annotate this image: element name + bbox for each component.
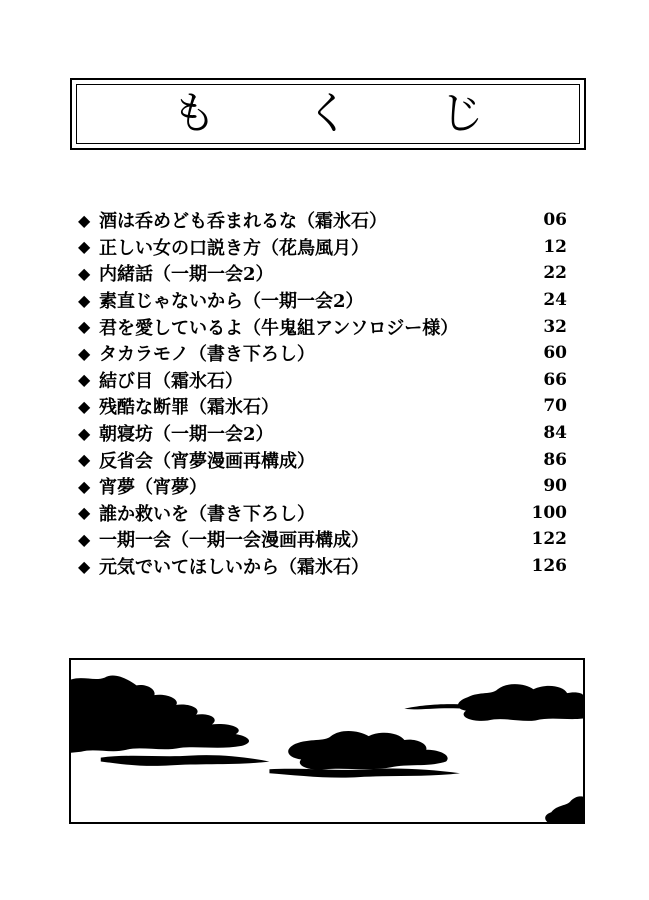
cloud-left (71, 675, 249, 752)
toc-entry-page: 122 (531, 529, 567, 550)
diamond-bullet-icon: ◆ (78, 317, 91, 337)
diamond-bullet-icon: ◆ (78, 423, 91, 443)
diamond-bullet-icon: ◆ (78, 370, 91, 390)
title-box (70, 78, 586, 150)
toc-entry (78, 234, 583, 261)
toc-entry-title: 反省会（宵夢漫画再構成） (99, 450, 315, 472)
toc-entry (78, 367, 583, 394)
toc-entry-title: 結び目（霜氷石） (99, 370, 243, 392)
cloud-right (458, 684, 583, 721)
toc-entry (78, 207, 583, 234)
diamond-bullet-icon: ◆ (78, 450, 91, 470)
diamond-bullet-icon: ◆ (78, 476, 91, 496)
toc-entry-page: 24 (543, 290, 567, 311)
toc-entry-page: 126 (531, 556, 567, 577)
toc-entry (78, 420, 583, 447)
title-box-inner (76, 84, 580, 144)
toc-entry (78, 393, 583, 420)
toc-entry-title: 酒は呑めども呑まれるな（霜氷石） (99, 211, 387, 233)
cloud-corner (545, 796, 583, 822)
toc-entry-page: 86 (543, 449, 567, 470)
toc-entry-title: 朝寝坊（一期一会2） (99, 424, 274, 446)
clouds-illustration (71, 660, 583, 822)
diamond-bullet-icon: ◆ (78, 556, 91, 576)
diamond-bullet-icon: ◆ (78, 210, 91, 230)
toc-entry (78, 287, 583, 314)
toc-entry-title: 残酷な断罪（霜氷石） (99, 397, 279, 419)
clouds-illustration-frame (69, 658, 585, 824)
diamond-bullet-icon: ◆ (78, 263, 91, 283)
toc-entry-page: 90 (543, 476, 567, 497)
diamond-bullet-icon: ◆ (78, 529, 91, 549)
cloud-center (288, 731, 447, 770)
toc-entry (78, 526, 583, 553)
toc-entry-title: 元気でいてほしいから（霜氷石） (99, 557, 369, 579)
toc-entry-title: 君を愛しているよ（牛鬼組アンソロジー様） (99, 317, 459, 339)
toc-entry-page: 84 (543, 423, 567, 444)
toc-entry (78, 340, 583, 367)
table-of-contents (78, 207, 583, 579)
diamond-bullet-icon: ◆ (78, 237, 91, 257)
toc-entry-title: 正しい女の口説き方（花鳥風月） (99, 237, 369, 259)
toc-entry-title: 宵夢（宵夢） (99, 477, 207, 499)
toc-entry-title: タカラモノ（書き下ろし） (99, 344, 315, 366)
toc-entry-title: 誰か救いを（書き下ろし） (99, 503, 315, 525)
toc-entry (78, 473, 583, 500)
toc-entry-page: 06 (543, 210, 567, 231)
toc-entry-page: 70 (543, 396, 567, 417)
toc-entry (78, 500, 583, 527)
diamond-bullet-icon: ◆ (78, 290, 91, 310)
diamond-bullet-icon: ◆ (78, 343, 91, 363)
toc-entry-title: 内緒話（一期一会2） (99, 264, 274, 286)
toc-entry (78, 313, 583, 340)
cloud-center-streak (269, 769, 460, 778)
toc-entry (78, 260, 583, 287)
cloud-left-streak (101, 755, 270, 766)
page-title: も く じ (172, 88, 522, 139)
toc-entry-page: 100 (531, 502, 567, 523)
cloud-right-streak (404, 704, 466, 709)
diamond-bullet-icon: ◆ (78, 503, 91, 523)
toc-entry (78, 446, 583, 473)
toc-entry (78, 553, 583, 580)
toc-entry-page: 66 (543, 369, 567, 390)
toc-entry-page: 60 (543, 343, 567, 364)
toc-entry-page: 32 (543, 316, 567, 337)
diamond-bullet-icon: ◆ (78, 396, 91, 416)
toc-entry-title: 素直じゃないから（一期一会2） (99, 291, 364, 313)
toc-entry-page: 22 (543, 263, 567, 284)
toc-entry-title: 一期一会（一期一会漫画再構成） (99, 530, 369, 552)
toc-entry-page: 12 (543, 236, 567, 257)
